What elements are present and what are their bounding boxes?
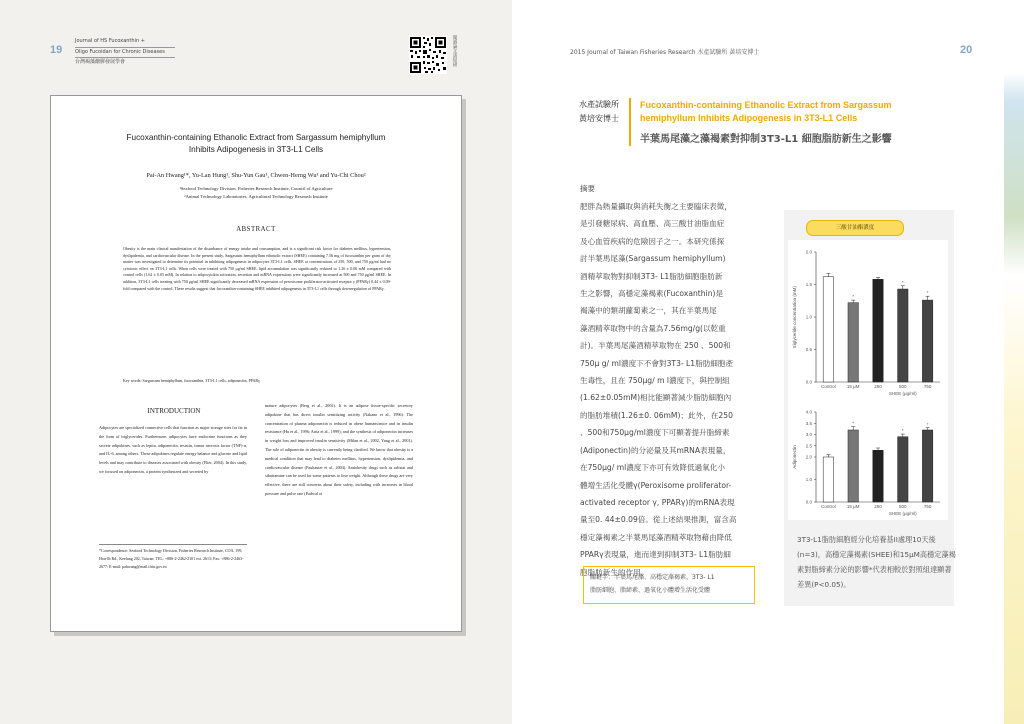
abstract-line: activated receptor γ, PPARγ)的mRNA表現 bbox=[580, 497, 735, 507]
significance-mark: * bbox=[852, 420, 855, 426]
abstract-text: Obesity is the main clinical manifestation of the disturbance of energy intake and consumption, and is a significant risk factor for diabetes mellitus, hypertension, dyslipidemia, and cardiovascular disease. In the present study, Sargassum hemiphyllum ethanolic extract (SHEE) containing 7.56 mg of fucoxanthin per gram of dry matter was investigated to determine its potential in inhibiting adipogenesis in adipocytes 3T3-L1 cells. SHEE at concentrations of 250, 500, and 750 μg/ml had no cytotoxic effect on 3T3-L1 cells. When cells were treated with 750 μg/ml SHEE, lipid accumulation was significantly reduced to 1.26 ± 0.06 mM compared with control cells (1.62 ± 0.05 mM). In relation to adipocytokin activation, secretion and mRNA expressions were significantly increased at 500 and 750 μg/ml SHEE. In addition, 3T3-L1 cells treating with 750 μg/ml SHEE significantly decreased mRNA expression of peroxisome proliferator-activated receptor γ (PPARγ) 0.44 ± 0.09-fold compared with the control. These results suggest that fucoxanthin-containing SHEE inhibited adipogenesis in 3T3-L1 cells through downregulation of PPARγ. bbox=[123, 246, 391, 291]
x-tick-label: Control bbox=[821, 384, 836, 389]
y-tick-label: 1.0 bbox=[805, 477, 812, 482]
abstract-line: 穩定藻褐素之半葉馬尾藻酒精萃取物藉由降低 bbox=[580, 532, 732, 542]
bar bbox=[922, 300, 932, 382]
abstract-line: 褐藻中的類胡蘿蔔素之一，其在半葉馬尾 bbox=[580, 306, 717, 316]
paper-preview bbox=[50, 95, 462, 632]
y-axis-label: Adiponectin bbox=[792, 445, 797, 469]
y-tick-label: 2.5 bbox=[805, 443, 812, 449]
paper-title bbox=[81, 132, 431, 156]
abstract-line: 討半葉馬尾藻(Sargassum hemiphyllum) bbox=[580, 254, 726, 264]
figure-tag: 三酸甘油酯濃度 bbox=[806, 220, 904, 236]
x-tick-label: 500 bbox=[899, 504, 907, 509]
bar bbox=[823, 457, 833, 502]
triglyceride-chart bbox=[788, 240, 948, 400]
intro-column-2: mature adipocytes (Berg et al., 2002). It is an adipose tissue-specific secretory adipokine that has direct insulin sensitizing activity (Nakano et al., 1996). The concentration of plasma adiponectin is reduced in obese humans/mice and in insulin resistance (Hu et al., 1996; Arita et al., 1999); and the synthesis of adiponectin increases in weight loss and improved insulin sensitivity (Milan et al., 2002, Yang et al., 2001). The role of adiponectin in obesity is currently being clarified. We know that obesity is a medical condition that may lead to diabetes mellitus, hypertension, dyslipidemia, and cardiovascular disease (Fauhauter et al., 2004). Antiobesity drugs such as orlistat and sibutramine can be used for some patients to lose weight. Although these drugs are very effective, there are still concerns about their safety, including with increases in blood pressure and pulse rate (Padwal et bbox=[265, 403, 413, 496]
x-tick-label: 500 bbox=[899, 384, 907, 389]
paper-title-line1: Fucoxanthin-containing Ethanolic Extract from Sargassum hemiphyllum bbox=[126, 133, 386, 142]
abstract-label: 摘要 bbox=[580, 184, 595, 193]
x-tick-label: 250 bbox=[874, 504, 882, 509]
abstract-line: 的脂肪堆積(1.26±0. 06mM)；此外，在250 bbox=[580, 410, 733, 420]
affiliation-2: ²Animal Technology Laboratories, Agricultural Technology Research Institute bbox=[184, 193, 328, 199]
paper-keywords: Key words: Sargassum hemiphyllum, fucoxanthin, 3T3-L1 cells, adiponectin, PPARγ bbox=[123, 378, 260, 383]
bar bbox=[922, 430, 932, 502]
abstract-line: 及心血管疾病的危險因子之一。本研究係探 bbox=[580, 236, 725, 246]
affiliation-1: ¹Seafood Technology Division, Fisheries Research Institute, Council of Agriculture bbox=[179, 186, 333, 191]
correspondence-note: *Correspondence: Seafood Technology Division, Fisheries Research Institute, COA, 199, Hou-Ih Rd., Keelung 202, Taiwan; TEL: +886-2-2462-2101 ext. 2613; Fax: +886-2-2463-2677; E-mail: pahwang@mail.tfrin.gov.tw bbox=[99, 544, 247, 570]
qr-caption: 閱讀論文請掃描 bbox=[452, 35, 457, 67]
keywords-line2: 脂肪細胞、脂締素、過氧化小體增生活化受體 bbox=[590, 587, 711, 594]
qr-code-icon[interactable] bbox=[409, 36, 447, 74]
abstract-heading: ABSTRACT bbox=[236, 226, 276, 233]
significance-mark: * bbox=[926, 290, 929, 296]
page-number-right: 20 bbox=[960, 44, 973, 56]
abstract-line: 體增生活化受體γ(Peroxisome proliferator- bbox=[580, 480, 732, 490]
x-axis-label: SHEE (μg/ml) bbox=[888, 511, 917, 516]
adiponectin-chart bbox=[788, 400, 948, 520]
keywords-line1: 關鍵字：半葉馬尾藻、高穩定藻褐素、3T3- L1 bbox=[590, 574, 715, 581]
bar bbox=[898, 437, 908, 502]
english-title-line1: Fucoxanthin-containing Ethanolic Extract from Sargassum bbox=[640, 100, 892, 110]
intro-column-1: Adipocytes are specialized connective cells that function as major storage sites for fat in the form of triglycerides. Furthermore, adipocytes have endocrine functions as they secrete adipokines, such as leptin, adiponectin, resistin, tumor necrosis factor (TNF)-α, and IL-6, among others. These adipokines regulate energy balance and glucose and lipid levels and may contribute to diseases associated with obesity (Flier, 2004). In this study, we focused on adiponectin, a protein synthesized and secreted by bbox=[99, 425, 247, 474]
english-title bbox=[640, 99, 970, 125]
y-tick-label: 3.0 bbox=[805, 432, 812, 437]
abstract-line: 、500和750μg/ml濃度下可顯著提升脂締素 bbox=[580, 428, 730, 438]
bar bbox=[848, 303, 858, 382]
journal-name: Journal of HS Fucoxanthin + bbox=[75, 38, 145, 44]
significance-mark: * bbox=[901, 279, 904, 285]
paper-title-line2: Inhibits Adipogenesis in 3T3-L1 Cells bbox=[188, 145, 324, 154]
abstract-line: 750μ g/ ml濃度下不會對3T3- L1脂肪細胞產 bbox=[580, 358, 734, 368]
chinese-title: 半葉馬尾藻之藻褐素對抑制3T3-L1 細胞脂肪新生之影響 bbox=[640, 134, 892, 145]
x-tick-label: 250 bbox=[874, 384, 882, 389]
bar bbox=[873, 450, 883, 502]
intro-heading: INTRODUCTION bbox=[147, 407, 201, 415]
abstract-line: 計)。半葉馬尾藻酒精萃取物在 250 、500和 bbox=[580, 341, 731, 351]
abstract-line: 在750μg/ ml濃度下亦可有效降低過氧化小 bbox=[580, 463, 725, 473]
author-label bbox=[579, 98, 619, 126]
paper-affiliations bbox=[71, 185, 441, 200]
decorative-side-band bbox=[1004, 0, 1024, 724]
abstract-line: (Adiponectin)的分泌量及其mRNA表現量， bbox=[580, 445, 731, 455]
x-tick-label: 750 bbox=[923, 384, 932, 389]
right-page bbox=[512, 0, 1024, 724]
y-tick-label: 2.0 bbox=[805, 249, 812, 255]
chinese-abstract bbox=[580, 198, 790, 581]
bar bbox=[898, 289, 908, 382]
abstract-line: (1.62±0.05mM)相比能顯著減少脂肪細胞內 bbox=[580, 393, 732, 403]
y-tick-label: 4.0 bbox=[805, 409, 812, 415]
x-tick-label: 15 μM bbox=[846, 384, 860, 389]
journal-header bbox=[75, 38, 175, 67]
bar bbox=[848, 430, 858, 502]
y-axis-label: triglyceride concentration (mM) bbox=[792, 286, 797, 348]
abstract-line: 生之影響，高穩定藻褐素(Fucoxanthin)是 bbox=[580, 289, 724, 299]
abstract-line: 是引發糖尿病、高血壓、高三酸甘油脂血症 bbox=[580, 219, 725, 229]
abstract-line: 酒精萃取物對抑制3T3- L1脂肪細胞脂肪新 bbox=[580, 271, 723, 281]
y-tick-label: 0.0 bbox=[805, 379, 812, 385]
figure-caption: 3T3-L1脂肪細胞經分化培養基II處理10天後(n=3)，高穩定藻褐素(SHEE)和15μM高穩定藻褐素對脂締素分泌的影響*代表相較於對照組達顯著差異(P<0.05)。 bbox=[797, 535, 956, 589]
abstract-line: PPARγ表現量，進而達到抑制3T3- L1脂肪細 bbox=[580, 550, 731, 560]
author-label-line2: 黃培安博士 bbox=[579, 114, 619, 123]
y-tick-label: 0.0 bbox=[805, 499, 812, 505]
english-title-line2: hemiphyllum Inhibits Adipogenesis in 3T3-L1 Cells bbox=[640, 113, 858, 123]
abstract-line: 生毒性，且在 750μg/ m l濃度下，與控制組 bbox=[580, 376, 730, 386]
significance-mark: * bbox=[852, 294, 855, 300]
abstract-line: 胞脂肪新生的作用。 bbox=[580, 567, 649, 577]
running-header: 2015 Journal of Taiwan Fisheries Research 水產試驗所 黃培安博士 bbox=[570, 49, 760, 56]
abstract-line: 藻酒精萃取物中的含量為7.56mg/g(以乾重 bbox=[580, 323, 726, 333]
x-tick-label: 750 bbox=[923, 504, 932, 509]
x-tick-label: 15 μM bbox=[846, 504, 860, 509]
y-tick-label: 1.0 bbox=[805, 314, 812, 320]
society-name: 台灣褐藻醣膠發展學會 bbox=[75, 59, 126, 65]
abstract-line: 量至0. 44±0.09倍。從上述結果推測，富含高 bbox=[580, 515, 737, 525]
y-tick-label: 0.5 bbox=[805, 347, 812, 352]
author-label-line1: 水產試驗所 bbox=[579, 100, 619, 109]
journal-subtitle: Oligo Fucoidan for Chronic Diseases bbox=[75, 48, 165, 55]
y-tick-label: 3.5 bbox=[805, 420, 812, 426]
paper-authors: Pai-An Hwang¹*, Yu-Lan Hung¹, Shu-Yun Gau¹, Chwen-Herng Wu¹ and Yu-Chi Chou² bbox=[146, 172, 366, 179]
title-accent-bar bbox=[629, 98, 631, 146]
y-tick-label: 2.0 bbox=[805, 454, 812, 460]
x-axis-label: SHEE (μg/ml) bbox=[888, 391, 917, 396]
significance-mark: * bbox=[926, 421, 929, 427]
page-number-left: 19 bbox=[50, 44, 63, 56]
bar bbox=[873, 279, 883, 382]
bar bbox=[823, 277, 833, 382]
y-tick-label: 1.5 bbox=[805, 282, 812, 287]
abstract-line: 肥胖為熱量攝取與消耗失衡之主要臨床表徵， bbox=[580, 202, 732, 211]
keywords-box bbox=[583, 566, 755, 604]
x-tick-label: Control bbox=[821, 504, 836, 509]
significance-mark: * bbox=[901, 428, 904, 434]
